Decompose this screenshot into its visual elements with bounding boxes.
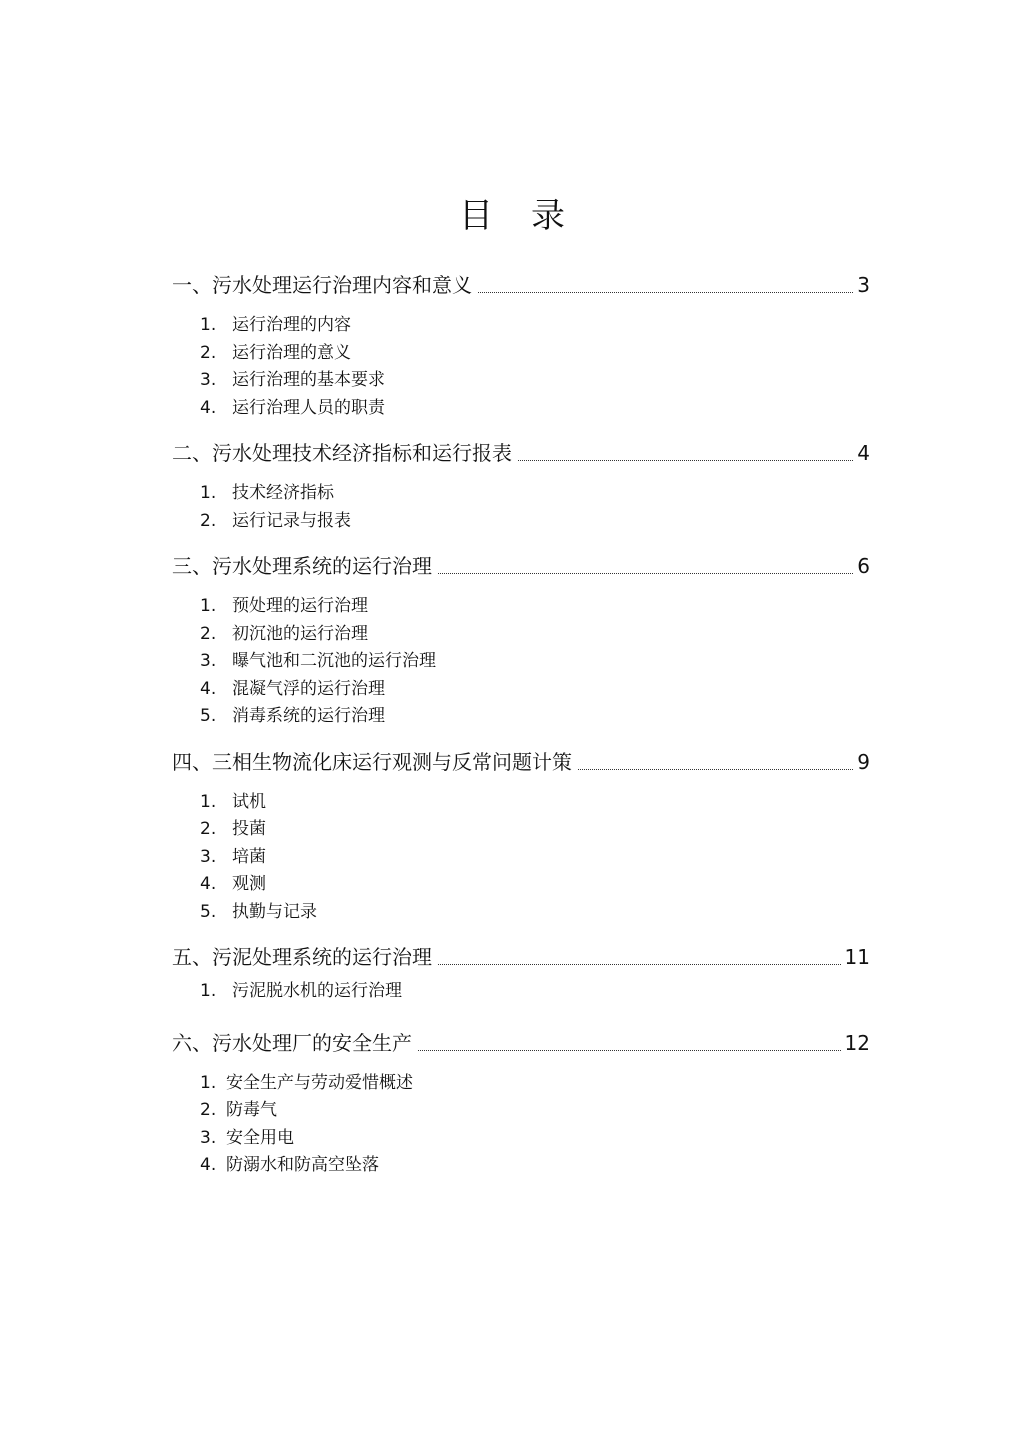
subsection-item[interactable]: 2. 防毒气 [200,1100,277,1120]
subsection-list [172,789,870,927]
subsection-label: 运行治理的内容 [232,315,351,335]
toc-entry-title: 五、污泥处理系统的运行治理 [172,945,432,969]
toc-entry-title: 二、污水处理技术经济指标和运行报表 [172,441,512,465]
subsection-label: 运行治理人员的职责 [232,397,385,418]
subsection-label: 预处理的运行治理 [232,596,368,616]
subsection-label: 运行记录与报表 [232,510,351,531]
subsection-list [172,593,870,731]
subsection-item[interactable]: 1. 技术经济指标 [200,483,334,503]
toc-entry-page: 3 [857,273,870,297]
subsection-label: 防溺水和防高空坠落 [226,1155,379,1175]
subsection-label: 执勤与记录 [232,901,317,922]
subsection-item[interactable]: 5. 消毒系统的运行治理 [200,706,385,726]
subsection-item[interactable]: 4. 观测 [200,874,266,894]
subsection-label: 试机 [232,791,266,812]
dot-leader [518,460,853,461]
subsection-item[interactable]: 5. 执勤与记录 [200,901,317,922]
subsection-label: 混凝气浮的运行治理 [232,678,385,699]
toc-entry[interactable] [172,745,870,779]
subsection-label: 技术经济指标 [232,483,334,503]
toc-entry-page: 9 [857,749,870,774]
subsection-item[interactable]: 1. 运行治理的内容 [200,315,351,335]
dot-leader [438,964,841,965]
dot-leader [438,573,853,574]
subsection-item[interactable]: 2. 初沉池的运行治理 [200,623,368,644]
toc-entry-page: 6 [857,554,870,578]
subsection-label: 安全生产与劳动爱惜概述 [226,1072,413,1093]
table-of-contents [172,268,870,1180]
subsection-item[interactable]: 3. 运行治理的基本要求 [200,370,385,390]
subsection-item[interactable]: 1. 污泥脱水机的运行治理 [200,981,402,1001]
subsection-item[interactable]: 3. 曝气池和二沉池的运行治理 [200,651,436,671]
toc-entry-title: 一、污水处理运行治理内容和意义 [172,273,472,297]
dot-leader [418,1050,841,1051]
subsection-label: 观测 [232,874,266,894]
subsection-list [172,1070,870,1180]
dot-leader [478,292,853,293]
subsection-label: 投菌 [232,819,266,839]
subsection-label: 初沉池的运行治理 [232,623,368,644]
subsection-label: 运行治理的意义 [232,342,351,363]
toc-section [172,549,870,731]
toc-entry-title: 三、污水处理系统的运行治理 [172,554,432,578]
subsection-item[interactable]: 4. 防溺水和防高空坠落 [200,1155,379,1175]
subsection-item[interactable]: 1. 预处理的运行治理 [200,596,368,616]
subsection-item[interactable]: 2. 运行记录与报表 [200,510,351,531]
subsection-label: 安全用电 [226,1127,294,1148]
toc-section [172,745,870,927]
toc-entry-title: 四、三相生物流化床运行观测与反常问题计策 [172,749,572,774]
toc-entry-title: 六、污水处理厂的安全生产 [172,1030,412,1055]
subsection-item[interactable]: 2. 运行治理的意义 [200,342,351,363]
toc-entry-page: 4 [857,441,870,465]
toc-entry-page: 12 [844,1030,870,1055]
toc-section [172,940,870,1006]
subsection-list [172,978,870,1006]
dot-leader [578,769,853,770]
subsection-item[interactable]: 4. 混凝气浮的运行治理 [200,678,385,699]
subsection-item[interactable]: 1. 试机 [200,791,266,812]
subsection-label: 防毒气 [226,1100,277,1120]
toc-entry-page: 11 [844,945,870,969]
subsection-item[interactable]: 3. 培菌 [200,846,266,867]
toc-entry[interactable] [172,940,870,974]
subsection-list [172,312,870,422]
toc-section [172,1026,870,1180]
subsection-label: 消毒系统的运行治理 [232,706,385,726]
subsection-label: 运行治理的基本要求 [232,370,385,390]
subsection-label: 曝气池和二沉池的运行治理 [232,651,436,671]
subsection-item[interactable]: 4. 运行治理人员的职责 [200,397,385,418]
subsection-label: 培菌 [232,846,266,867]
subsection-list [172,480,870,535]
subsection-item[interactable]: 2. 投菌 [200,819,266,839]
subsection-label: 污泥脱水机的运行治理 [232,981,402,1001]
subsection-item[interactable]: 3. 安全用电 [200,1127,294,1148]
toc-section [172,436,870,535]
toc-entry[interactable] [172,436,870,470]
toc-title: 目录 [459,196,603,236]
subsection-item[interactable]: 1. 安全生产与劳动爱惜概述 [200,1072,413,1093]
toc-entry[interactable] [172,549,870,583]
toc-entry[interactable] [172,1026,870,1060]
toc-section [172,268,870,422]
toc-entry[interactable] [172,268,870,302]
